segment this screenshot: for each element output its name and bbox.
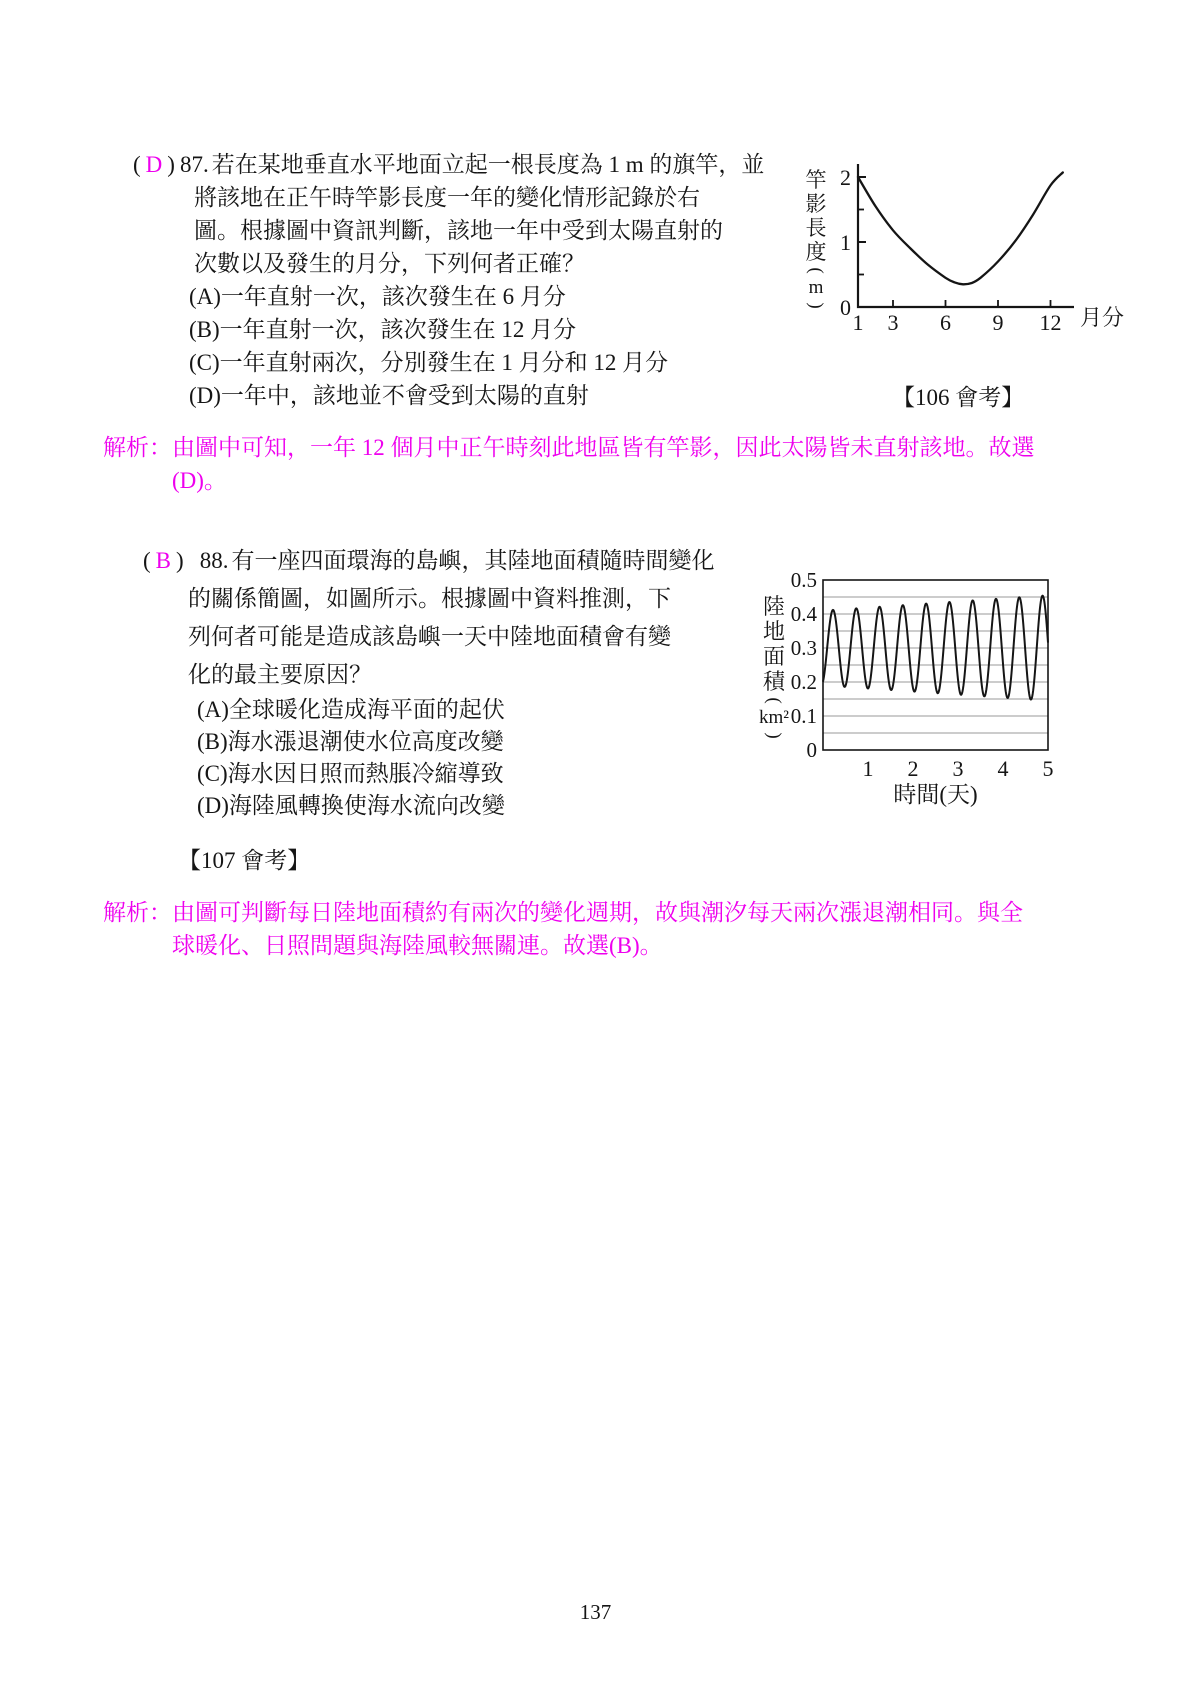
analysis-88-line2: 球暖化、日照問題與海陸風較無關連。故選(B)。 <box>172 933 663 958</box>
question-88-option-c: (C)海水因日照而熱脹冷縮導致 <box>197 761 504 786</box>
question-87-line1: 若在某地垂直水平地面立起一根長度為 1 m 的旗竿，並 <box>211 152 765 177</box>
svg-text:1: 1 <box>852 310 864 335</box>
land-area-line-chart <box>770 568 1100 812</box>
question-87-option-d: (D)一年中，該地並不會受到太陽的直射 <box>189 383 589 408</box>
unit-paren-open: ( <box>763 697 785 704</box>
question-87-option-b: (B)一年直射一次，該次發生在 12 月分 <box>189 317 577 342</box>
svg-text:0.4: 0.4 <box>790 602 817 626</box>
svg-text:9: 9 <box>992 310 1004 335</box>
question-88-option-b: (B)海水漲退潮使水位高度改變 <box>197 729 504 754</box>
analysis-label: 解析： <box>103 900 172 925</box>
svg-text:5: 5 <box>1042 756 1054 781</box>
question-87-option-c: (C)一年直射兩次，分別發生在 1 月分和 12 月分 <box>189 350 669 375</box>
svg-text:0: 0 <box>806 738 817 762</box>
land-area-chart-area <box>740 530 1140 820</box>
answer-paren-open: ( <box>133 152 141 177</box>
svg-text:0.3: 0.3 <box>790 636 817 660</box>
question-87-line3: 圖。根據圖中資訊判斷，該地一年中受到太陽直射的 <box>194 218 723 243</box>
answer-letter-87: D <box>145 152 163 177</box>
question-87-source-tag: 【106 會考】 <box>892 385 1025 410</box>
shadow-length-line-chart <box>840 160 1140 345</box>
question-88-line3: 列何者可能是造成該島嶼一天中陸地面積會有變 <box>188 624 671 649</box>
question-88-source-tag: 【107 會考】 <box>178 848 311 873</box>
analysis-88-text: 由圖可判斷每日陸地面積約有兩次的變化週期，故與潮汐每天兩次漲退潮相同。與全 <box>172 900 1023 925</box>
analysis-label: 解析： <box>103 435 172 460</box>
question-88-line4: 化的最主要原因？ <box>188 662 372 687</box>
x-axis-label: 月分 <box>1080 305 1125 330</box>
answer-paren-close: ) <box>176 548 184 573</box>
svg-text:0.1: 0.1 <box>790 704 817 728</box>
question-88-option-a: (A)全球暖化造成海平面的起伏 <box>197 697 505 722</box>
svg-text:0.2: 0.2 <box>790 670 817 694</box>
svg-text:1: 1 <box>862 756 874 781</box>
svg-text:3: 3 <box>887 310 899 335</box>
svg-text:12: 12 <box>1039 310 1062 335</box>
question-87-option-a: (A)一年直射一次，該次發生在 6 月分 <box>189 284 566 309</box>
svg-text:6: 6 <box>940 310 951 335</box>
svg-text:0: 0 <box>840 295 851 320</box>
analysis-87-line2: (D)。 <box>172 468 227 493</box>
y-axis-unit: m <box>808 277 824 298</box>
svg-text:1: 1 <box>840 230 851 255</box>
y-axis-label-text: 陸 地 面 積 <box>762 594 785 694</box>
question-88-header <box>138 548 714 574</box>
question-87-header <box>128 152 764 178</box>
gridlines <box>823 597 1048 733</box>
y-axis-unit: km² <box>759 707 789 728</box>
shadow-chart-y-axis-label <box>800 168 832 312</box>
question-87-line2: 將該地在正午時竿影長度一年的變化情形記錄於右 <box>194 185 700 210</box>
unit-paren-close: ) <box>763 732 785 739</box>
svg-text:2: 2 <box>840 165 851 190</box>
analysis-87-line1 <box>103 435 1035 461</box>
answer-paren-close: ) <box>167 152 175 177</box>
svg-text:3: 3 <box>952 756 964 781</box>
analysis-88-line1 <box>103 900 1023 926</box>
analysis-87-text: 由圖中可知，一年 12 個月中正午時刻此地區皆有竿影，因此太陽皆未直射該地。故選 <box>172 435 1035 460</box>
shadow-length-curve <box>858 173 1063 285</box>
page-number: 137 <box>579 1600 612 1624</box>
question-number-87: 87. <box>179 152 209 177</box>
shadow-length-chart-area <box>740 145 1180 345</box>
question-88-option-d: (D)海陸風轉換使海水流向改變 <box>197 793 505 818</box>
question-87-line4: 次數以及發生的月分，下列何者正確？ <box>194 251 585 276</box>
y-axis-label-text: 竿 影 長 度 <box>805 168 827 264</box>
question-number-88: 88. <box>199 548 229 573</box>
question-88-line2: 的關係簡圖，如圖所示。根據圖中資料推測，下 <box>188 586 671 611</box>
unit-paren-open: ( <box>805 267 827 274</box>
x-axis-label: 時間(天) <box>893 782 978 807</box>
unit-paren-close: ) <box>805 302 827 309</box>
svg-text:2: 2 <box>907 756 919 781</box>
question-88-line1: 有一座四面環海的島嶼，其陸地面積隨時間變化 <box>231 548 715 573</box>
answer-letter-88: B <box>155 548 172 573</box>
svg-text:4: 4 <box>997 756 1009 781</box>
answer-paren-open: ( <box>143 548 151 573</box>
axes <box>840 164 1074 335</box>
svg-text:0.5: 0.5 <box>790 568 817 592</box>
